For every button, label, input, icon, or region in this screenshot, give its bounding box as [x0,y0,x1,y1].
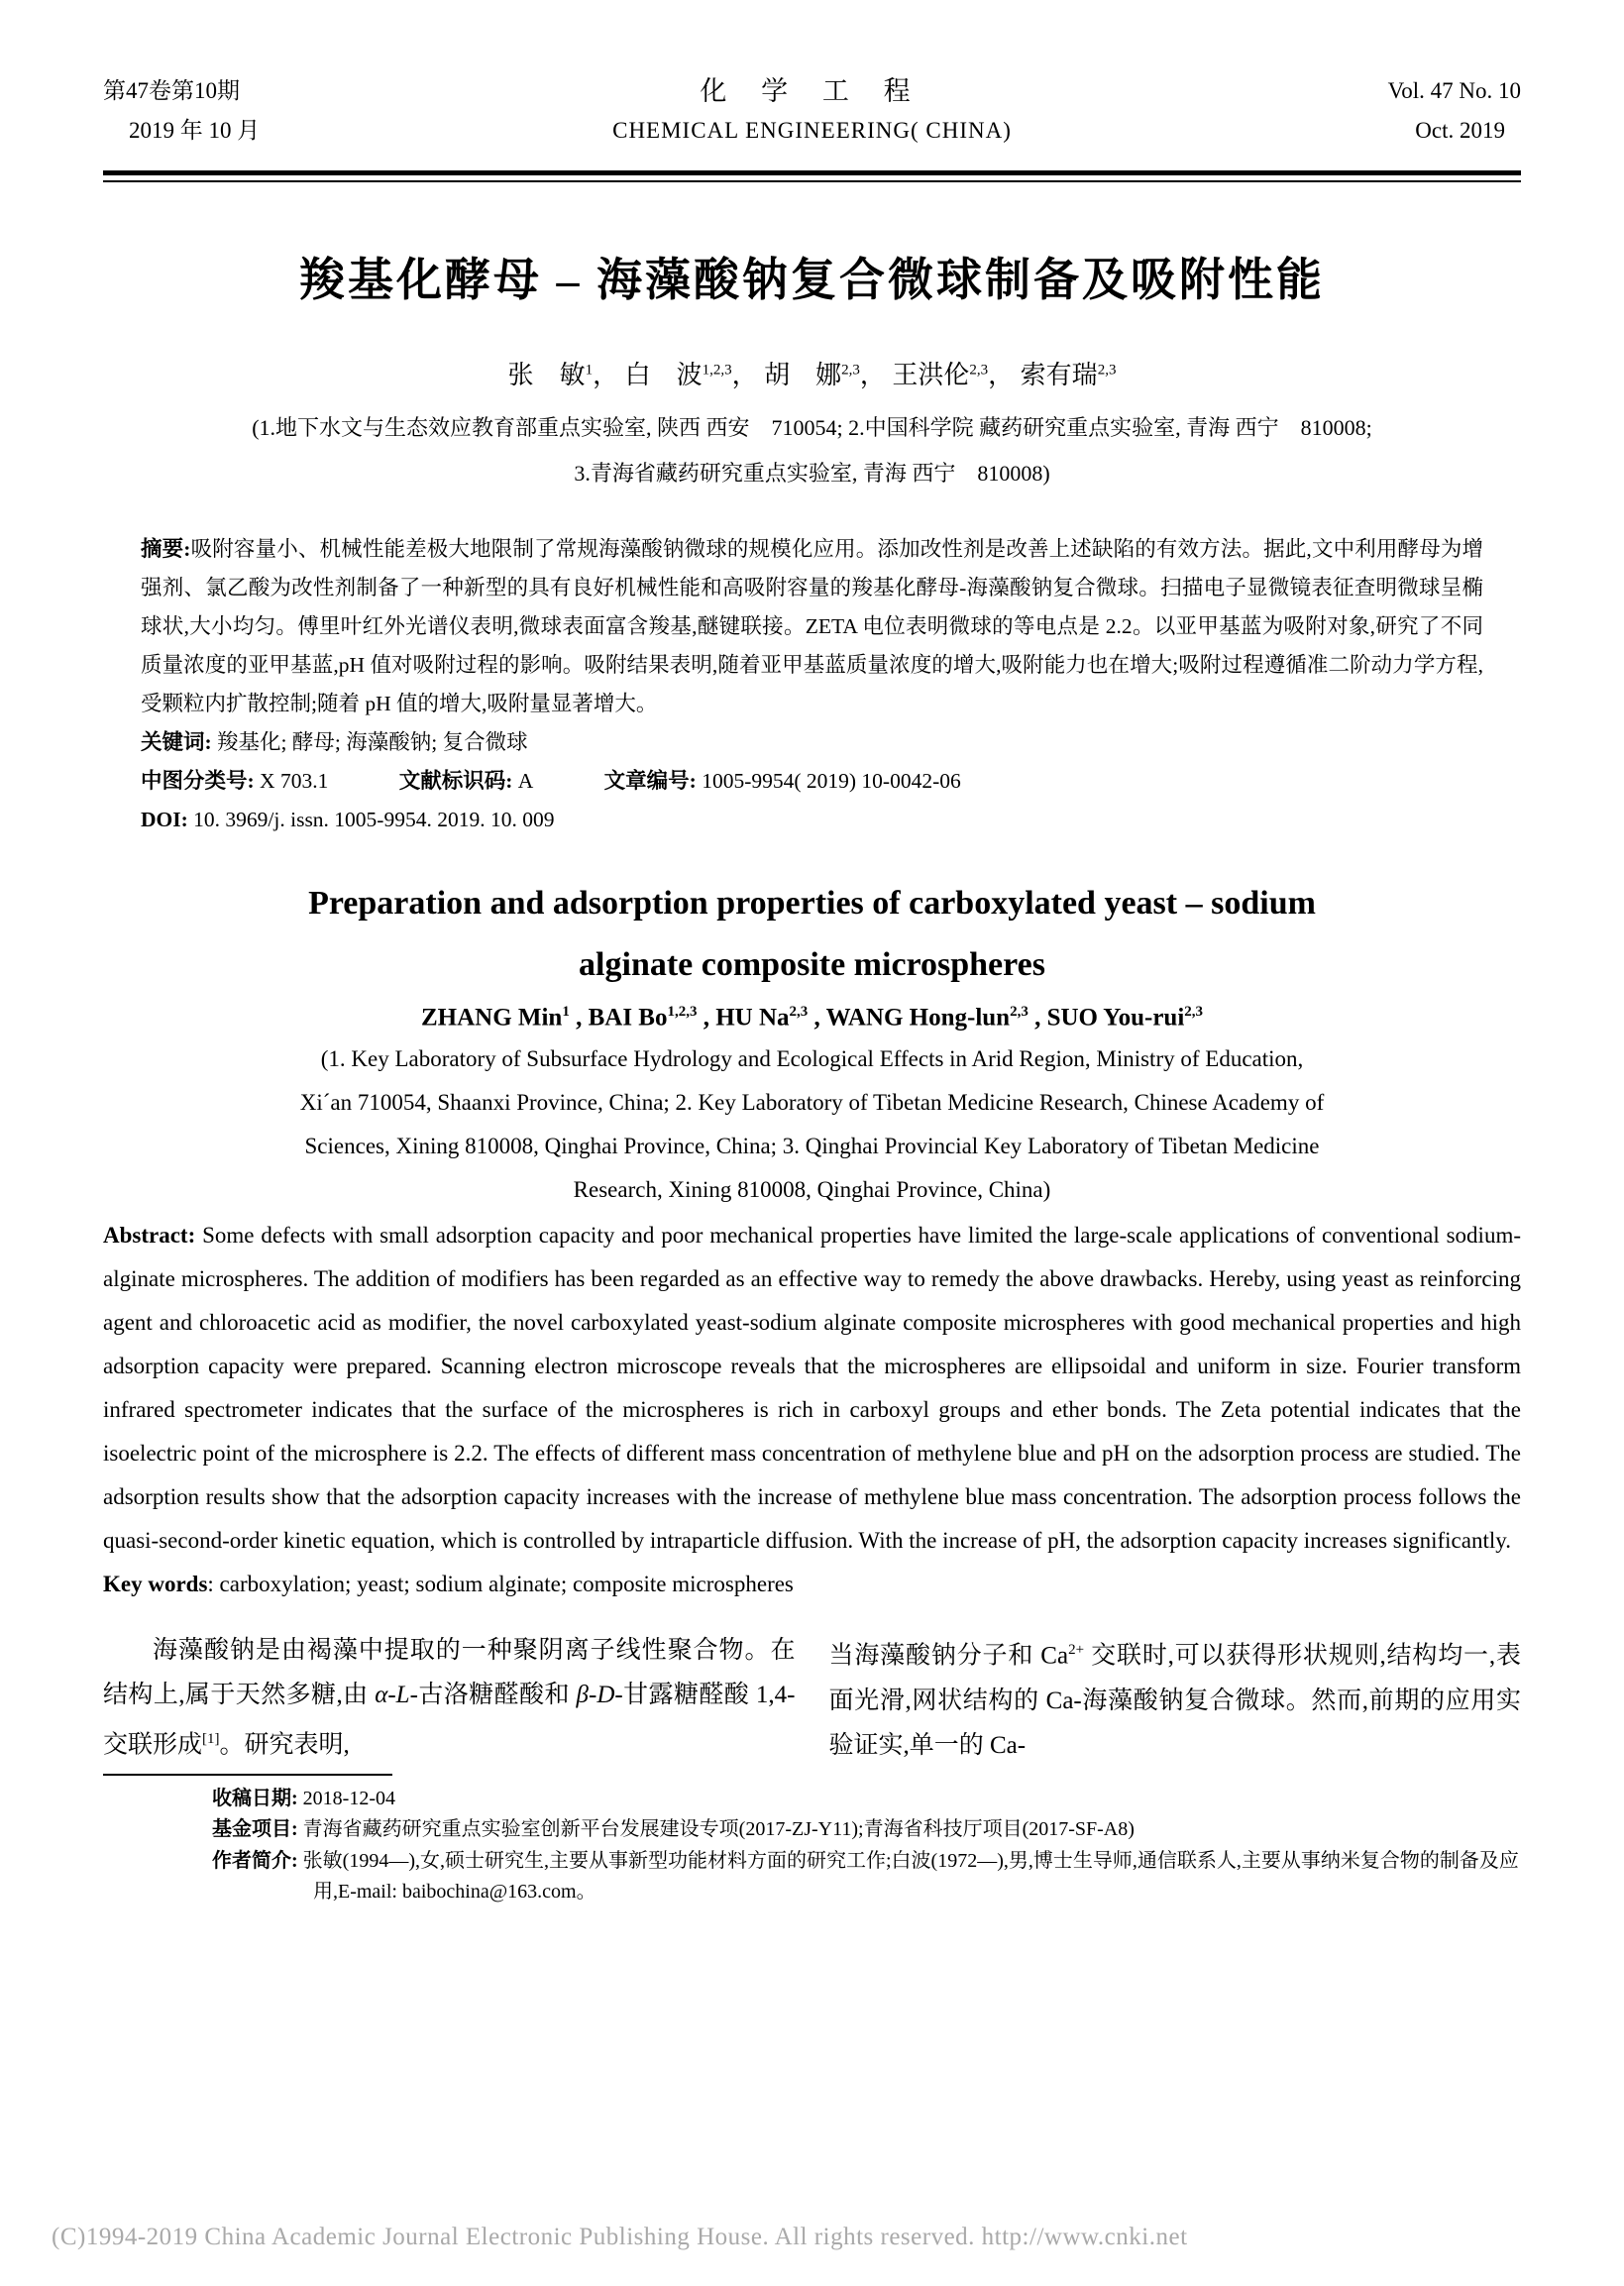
classification-line [141,762,1483,801]
clc-number [141,762,328,801]
body-columns [103,1628,1521,1767]
clc-label: 中图分类号: [141,769,255,793]
author-name: BAI Bo [588,1004,668,1032]
authors-line-zh [103,355,1521,391]
italic-term: α-L- [375,1682,418,1709]
body-text: 古洛糖醛酸和 [417,1682,577,1709]
article-title-en-line1: Preparation and adsorption properties of carboxylated yeast – sodium [308,885,1316,922]
abstract-en [103,1214,1521,1563]
author-name: 胡 娜 [764,361,842,389]
article-title-zh: 羧基化酵母 – 海藻酸钠复合微球制备及吸附性能 [299,255,1325,305]
received-date [103,1784,1521,1815]
author-affil-sup: 1,2,3 [702,362,732,379]
article-id-label: 文章编号: [603,769,697,793]
author-affil-sup: 2,3 [969,362,989,379]
article-id-value: 1005-9954( 2019) 10-0042-06 [702,769,961,793]
author-name: 王洪伦 [892,361,970,389]
doi-label: DOI: [141,808,188,831]
affiliation-line: (1.地下水文与生态效应教育部重点实验室, 陕西 西安 710054; 2.中国科学院 藏药研究重点实验室, 青海 西宁 810008; [252,415,1372,440]
fund-project-label: 基金项目: [212,1818,298,1841]
affiliation-line: Xi´an 710054, Shaanxi Province, China; 2. Key Laboratory of Tibetan Medicine Research, Chinese Academy of [299,1090,1325,1116]
header-left [103,71,430,151]
abstract-zh [141,530,1483,723]
document-code [399,762,534,801]
body-text: 甘露糖醛酸 1,4-交联形成 [103,1682,796,1759]
header-right [1194,71,1521,151]
author-affil-sup: 2,3 [1184,1004,1204,1020]
author-affil-sup: 2,3 [1010,1004,1029,1020]
author-bio-value: 张敏(1994—),女,硕士研究生,主要从事新型功能材料方面的研究工作;白波(1972—),男,博士生导师,通信联系人,主要从事纳米复合物的制备及应用,E-mail: baibochina@163.com。 [297,1849,1519,1904]
journal-title-zh: 化 学 工 程 [700,76,924,106]
author-name: WANG Hong-lun [825,1004,1011,1032]
keywords-label-zh: 关键词: [141,730,212,754]
author-separator: , [697,1004,716,1032]
superscript-ion: 2+ [1068,1642,1085,1659]
header-center [430,71,1194,151]
date-zh: 2019 年 10 月 [129,118,261,143]
author-separator: , [808,1004,826,1032]
author-name: ZHANG Min [420,1004,563,1032]
keywords-text-en: : carboxylation; yeast; sodium alginate; composite microspheres [207,1572,794,1597]
date-en: Oct. 2019 [1415,118,1505,143]
italic-term: β-D- [576,1682,623,1709]
body-text: 海藻酸钠是由褐藻中提取的一种聚阴离子线性聚合物。在结构上,属于天然多糖,由 [103,1637,796,1709]
double-rule-divider [103,170,1521,182]
journal-title-en: CHEMICAL ENGINEERING( CHINA) [612,118,1012,143]
author-affil-sup: 2,3 [841,362,860,379]
article-id [604,762,961,801]
body-column-right [829,1628,1522,1767]
author-separator: ， [988,361,1015,389]
document-code-label: 文献标识码: [398,769,513,793]
author-name: HU Na [715,1004,790,1032]
doi-value: 10. 3969/j. issn. 1005-9954. 2019. 10. 009 [193,808,555,831]
keywords-label-en: Key words [103,1572,208,1597]
author-bio-label: 作者简介: [212,1849,298,1872]
author-affil-sup: 1,2,3 [667,1004,698,1020]
affiliation-line: Research, Xining 810008, Qinghai Province, China) [573,1177,1051,1203]
author-name: 张 敏 [507,361,586,389]
fund-project [103,1814,1521,1846]
body-paragraph-left [103,1628,796,1767]
keywords-text-zh: 羧基化; 酵母; 海藻酸钠; 复合微球 [211,730,528,754]
abstract-text-zh: 吸附容量小、机械性能差极大地限制了常规海藻酸钠微球的规模化应用。添加改性剂是改善上述缺陷的有效方法。据此,文中利用酵母为增强剂、氯乙酸为改性剂制备了一种新型的具有良好机械性能和高吸附容量的羧基化酵母-海藻酸钠复合微球。扫描电子显微镜表征查明微球呈椭球状,大小均匀。傅里叶红外光谱仪表明,微球表面富含羧基,醚键联接。ZETA 电位表明微球的等电点是 2.2。以亚甲基蓝为吸附对象,研究了不同质量浓度的亚甲基蓝,pH 值对吸附过程的影响。吸附结果表明,随着亚甲基蓝质量浓度的增大,吸附能力也在增大;吸附过程遵循准二阶动力学方程,受颗粒内扩散控制;随着 pH 值的增大,吸附量显著增大。 [141,537,1483,715]
affiliation-line: (1. Key Laboratory of Subsurface Hydrology and Ecological Effects in Arid Region, Ministry of Education, [320,1046,1304,1072]
author-bio [103,1846,1521,1908]
body-column-left [103,1628,796,1767]
body-text: 。研究表明, [219,1731,350,1759]
abstract-text-en: Some defects with small adsorption capacity and poor mechanical properties have limited the large-scale applications of conventional sodium-alginate microspheres. The addition of modifiers has been regarded as an effective way to remedy the above drawbacks. Hereby, using yeast as reinforcing agent and chloroacetic acid as modifier, the novel carboxylated yeast-sodium alginate composite microspheres with good mechanical properties and high adsorption capacity were prepared. Scanning electron microscope reveals that the microspheres are ellipsoidal and uniform in size. Fourier transform infrared spectrometer indicates that the surface of the microspheres is rich in carboxyl groups and ether bonds. The Zeta potential indicates that the isoelectric point of the microsphere is 2.2. The effects of different mass concentration of methylene blue and pH on the adsorption process are studied. The adsorption results show that the adsorption capacity increases with the increase of methylene blue mass concentration. The adsorption process follows the quasi-second-order kinetic equation, which is controlled by intraparticle diffusion. With the increase of pH, the adsorption capacity increases significantly. [103,1223,1521,1554]
affiliations-en [103,1037,1521,1212]
author-affil-sup: 2,3 [789,1004,809,1020]
keywords-en [103,1563,1521,1606]
keywords-zh [141,723,1483,762]
affiliation-line: Sciences, Xining 810008, Qinghai Province, China; 3. Qinghai Provincial Key Laboratory of Tibetan Medicine [304,1134,1320,1159]
doi-line [141,801,1483,839]
affiliations-zh [103,405,1521,496]
copyright-notice: (C)1994-2019 China Academic Journal Electronic Publishing House. All rights reserved. http://www.cnki.net [52,2224,1188,2250]
journal-header [103,71,1521,151]
author-separator: , [1028,1004,1047,1032]
abstract-block-zh [141,530,1483,839]
author-separator: ， [731,361,758,389]
author-separator: ， [859,361,886,389]
body-text: 交联时,可以获得形状规则,结构均一,表面光滑,网状结构的 Ca-海藻酸钠复合微球。然而,前期的应用实验证实,单一的 Ca- [828,1642,1521,1759]
affiliation-line: 3.青海省藏药研究重点实验室, 青海 西宁 810008) [574,461,1050,486]
footnote-rule [103,1774,392,1776]
body-paragraph-right [829,1628,1522,1767]
article-title-en [103,873,1521,996]
author-name: SUO You-rui [1046,1004,1185,1032]
author-separator: ， [593,361,619,389]
author-affil-sup: 1 [562,1004,570,1020]
body-text: 当海藻酸钠分子和 Ca [828,1642,1069,1670]
author-affil-sup: 1 [585,362,594,379]
abstract-label-zh: 摘要: [141,537,191,561]
volume-issue-zh: 第47卷第10期 [103,78,240,103]
clc-value: X 703.1 [260,769,329,793]
received-date-value: 2018-12-04 [297,1787,395,1809]
volume-issue-en: Vol. 47 No. 10 [1387,78,1521,103]
authors-line-en [103,1004,1521,1032]
article-title-en-line2: alginate composite microspheres [579,946,1045,983]
fund-project-value: 青海省藏药研究重点实验室创新平台发展建设专项(2017-ZJ-Y11);青海省科技厅项目(2017-SF-A8) [297,1818,1135,1841]
citation-ref: [1] [202,1731,220,1748]
author-separator: , [569,1004,589,1032]
author-name: 索有瑞 [1020,361,1098,389]
document-code-value: A [517,769,534,793]
author-affil-sup: 2,3 [1097,362,1117,379]
received-date-label: 收稿日期: [212,1787,298,1809]
abstract-label-en: Abstract: [103,1223,196,1249]
author-name: 白 波 [624,361,703,389]
footnote-block [103,1784,1521,1908]
